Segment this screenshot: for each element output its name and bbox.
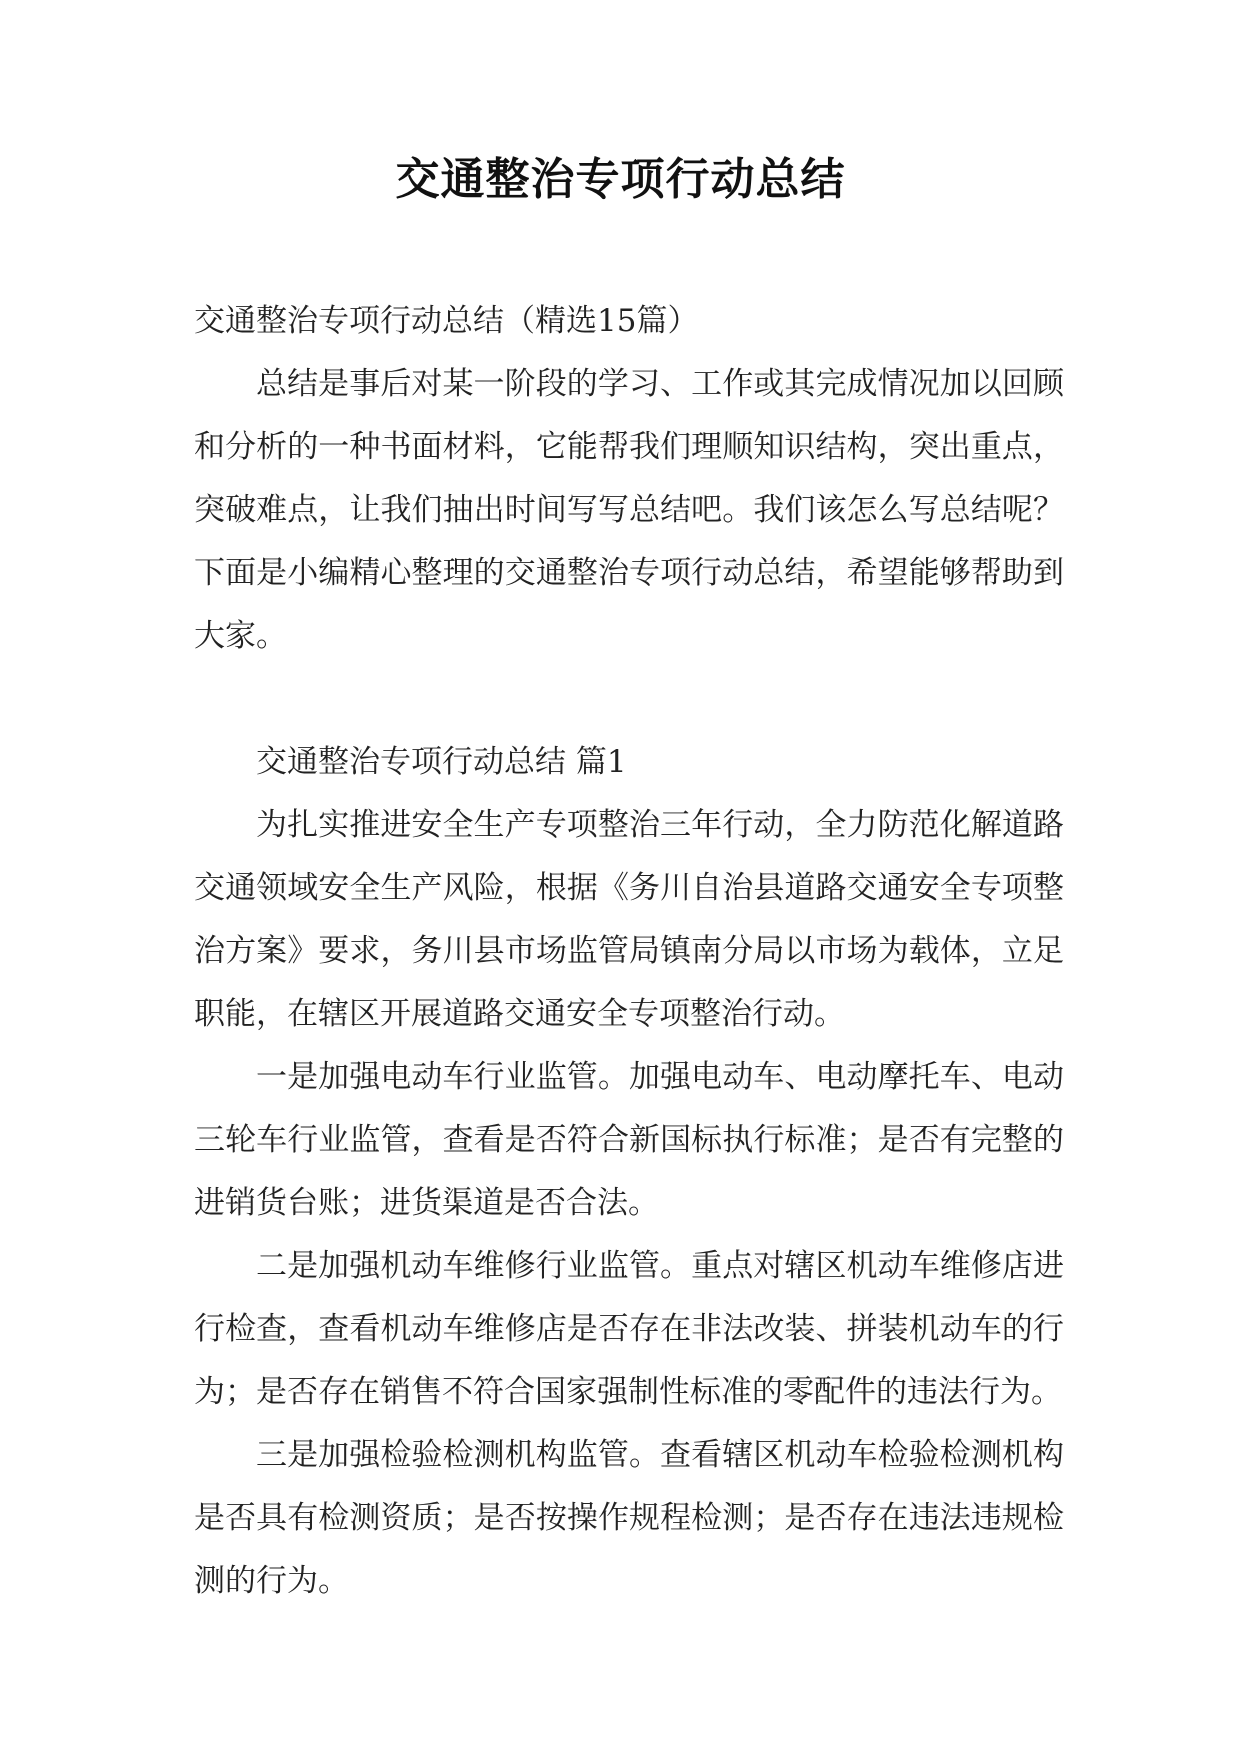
section-heading: 交通整治专项行动总结 篇1 (256, 744, 627, 780)
body-paragraph: 三是加强检验检测机构监管。查看辖区机动车检验检测机构是否具有检测资质；是否按操作规程检测；是否存在违法违规检测的行为。 (194, 1437, 1064, 1599)
body-paragraph: 为扎实推进安全生产专项整治三年行动，全力防范化解道路交通领域安全生产风险，根据《务川自治县道路交通安全专项整治方案》要求，务川县市场监管局镇南分局以市场为载体，立足职能，在辖区开展道路交通安全专项整治行动。 (194, 807, 1064, 1032)
paragraph-spacer (194, 668, 1064, 731)
body-paragraph: 二是加强机动车维修行业监管。重点对辖区机动车维修店进行检查，查看机动车维修店是否存在非法改装、拼装机动车的行为；是否存在销售不符合国家强制性标准的零配件的违法行为。 (194, 1248, 1064, 1410)
document-subtitle: 交通整治专项行动总结（精选15篇） (194, 303, 699, 339)
document-body (194, 290, 1064, 1613)
body-paragraph: 一是加强电动车行业监管。加强电动车、电动摩托车、电动三轮车行业监管，查看是否符合新国标执行标准；是否有完整的进销货台账；进货渠道是否合法。 (194, 1059, 1064, 1221)
document-title: 交通整治专项行动总结 (395, 154, 846, 205)
intro-paragraph: 总结是事后对某一阶段的学习、工作或其完成情况加以回顾和分析的一种书面材料，它能帮我们理顺知识结构，突出重点，突破难点，让我们抽出时间写写总结吧。我们该怎么写总结呢？下面是小编精心整理的交通整治专项行动总结，希望能够帮助到大家。 (194, 366, 1064, 654)
